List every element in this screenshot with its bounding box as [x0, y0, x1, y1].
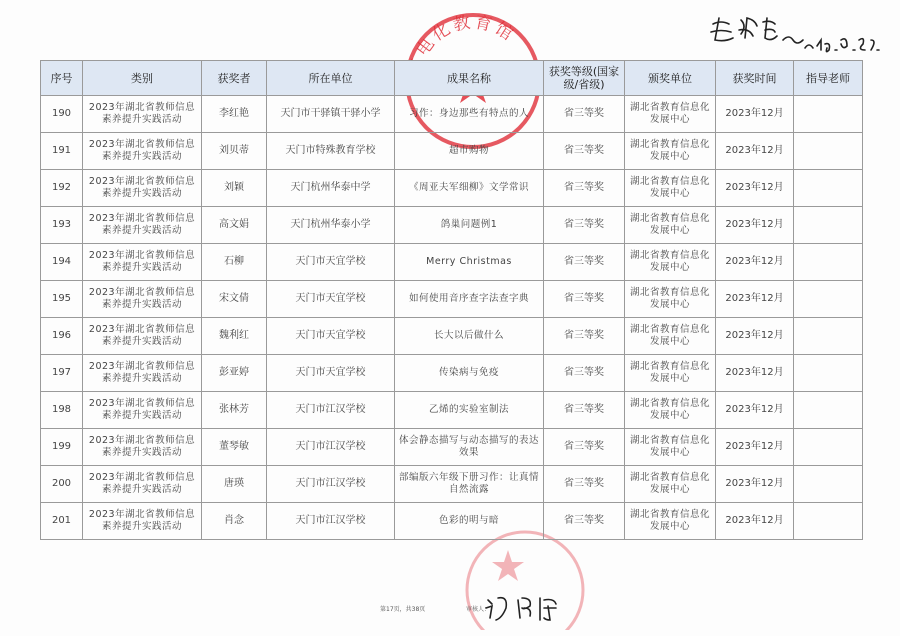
cell-issuer: 湖北省教育信息化发展中心: [625, 207, 716, 244]
cell-level: 省三等奖: [544, 466, 625, 503]
cell-winner: 彭亚婷: [202, 355, 267, 392]
cell-no: 190: [41, 96, 83, 133]
cell-unit: 天门市天宜学校: [267, 355, 395, 392]
cell-winner: 宋文倩: [202, 281, 267, 318]
cell-level: 省三等奖: [544, 133, 625, 170]
cell-advisor: [794, 96, 863, 133]
cell-advisor: [794, 281, 863, 318]
cell-issuer: 湖北省教育信息化发展中心: [625, 133, 716, 170]
header-issuer: 颁奖单位: [625, 61, 716, 96]
reviewer-label: 审核人：: [466, 606, 491, 613]
table-row: [41, 281, 863, 318]
cell-issuer: 湖北省教育信息化发展中心: [625, 281, 716, 318]
cell-advisor: [794, 133, 863, 170]
svg-text:市电化教育馆: 电化教育馆: [412, 12, 519, 61]
table-row: [41, 170, 863, 207]
table-row: [41, 133, 863, 170]
cell-issuer: 湖北省教育信息化发展中心: [625, 466, 716, 503]
cell-no: 195: [41, 281, 83, 318]
handwritten-signature-top: [705, 10, 895, 60]
cell-unit: 天门市天宜学校: [267, 281, 395, 318]
reviewer-signature: [482, 592, 572, 622]
cell-level: 省三等奖: [544, 318, 625, 355]
cell-issuer: 湖北省教育信息化发展中心: [625, 503, 716, 540]
cell-unit: 天门市江汉学校: [267, 466, 395, 503]
cell-advisor: [794, 392, 863, 429]
cell-time: 2023年12月: [716, 466, 794, 503]
cell-winner: 唐瑛: [202, 466, 267, 503]
cell-time: 2023年12月: [716, 133, 794, 170]
cell-time: 2023年12月: [716, 318, 794, 355]
cell-no: 201: [41, 503, 83, 540]
cell-advisor: [794, 355, 863, 392]
cell-title: 传染病与免疫: [395, 355, 544, 392]
header-title: 成果名称: [395, 61, 544, 96]
cell-winner: 肖念: [202, 503, 267, 540]
cell-unit: 天门杭州华泰小学: [267, 207, 395, 244]
cell-title: 如何使用音序查字法查字典: [395, 281, 544, 318]
table-row: [41, 96, 863, 133]
cell-no: 193: [41, 207, 83, 244]
cell-unit: 天门市特殊教育学校: [267, 133, 395, 170]
cell-issuer: 湖北省教育信息化发展中心: [625, 96, 716, 133]
cell-no: 200: [41, 466, 83, 503]
cell-category: 2023年湖北省教师信息素养提升实践活动: [83, 392, 202, 429]
page-number: 第17页，共38页: [380, 606, 426, 613]
cell-advisor: [794, 318, 863, 355]
cell-level: 省三等奖: [544, 244, 625, 281]
cell-advisor: [794, 466, 863, 503]
cell-no: 194: [41, 244, 83, 281]
cell-time: 2023年12月: [716, 281, 794, 318]
cell-no: 191: [41, 133, 83, 170]
header-time: 获奖时间: [716, 61, 794, 96]
cell-category: 2023年湖北省教师信息素养提升实践活动: [83, 466, 202, 503]
cell-title: 超市购物: [395, 133, 544, 170]
cell-category: 2023年湖北省教师信息素养提升实践活动: [83, 244, 202, 281]
cell-unit: 天门市天宜学校: [267, 318, 395, 355]
cell-winner: 董琴敏: [202, 429, 267, 466]
cell-issuer: 湖北省教育信息化发展中心: [625, 170, 716, 207]
table-row: [41, 318, 863, 355]
cell-winner: 刘贝蒂: [202, 133, 267, 170]
cell-winner: 刘颖: [202, 170, 267, 207]
header-winner: 获奖者: [202, 61, 267, 96]
cell-title: 《周亚夫军细柳》文学常识: [395, 170, 544, 207]
cell-title: 习作：身边那些有特点的人: [395, 96, 544, 133]
cell-issuer: 湖北省教育信息化发展中心: [625, 392, 716, 429]
cell-category: 2023年湖北省教师信息素养提升实践活动: [83, 429, 202, 466]
cell-winner: 高文娟: [202, 207, 267, 244]
cell-no: 196: [41, 318, 83, 355]
cell-no: 192: [41, 170, 83, 207]
cell-level: 省三等奖: [544, 281, 625, 318]
cell-time: 2023年12月: [716, 503, 794, 540]
cell-title: 长大以后做什么: [395, 318, 544, 355]
cell-time: 2023年12月: [716, 429, 794, 466]
cell-category: 2023年湖北省教师信息素养提升实践活动: [83, 355, 202, 392]
cell-no: 198: [41, 392, 83, 429]
cell-level: 省三等奖: [544, 207, 625, 244]
header-advisor: 指导老师: [794, 61, 863, 96]
cell-no: 197: [41, 355, 83, 392]
cell-time: 2023年12月: [716, 207, 794, 244]
cell-title: 乙烯的实验室制法: [395, 392, 544, 429]
cell-unit: 天门市江汉学校: [267, 503, 395, 540]
cell-advisor: [794, 429, 863, 466]
cell-category: 2023年湖北省教师信息素养提升实践活动: [83, 503, 202, 540]
table-row: [41, 355, 863, 392]
cell-category: 2023年湖北省教师信息素养提升实践活动: [83, 133, 202, 170]
table-row: [41, 207, 863, 244]
table-row: [41, 392, 863, 429]
cell-title: 色彩的明与暗: [395, 503, 544, 540]
awards-table: [40, 60, 863, 540]
cell-no: 199: [41, 429, 83, 466]
cell-category: 2023年湖北省教师信息素养提升实践活动: [83, 170, 202, 207]
cell-unit: 天门市天宜学校: [267, 244, 395, 281]
cell-category: 2023年湖北省教师信息素养提升实践活动: [83, 207, 202, 244]
table-row: [41, 244, 863, 281]
cell-advisor: [794, 503, 863, 540]
cell-level: 省三等奖: [544, 503, 625, 540]
header-category: 类别: [83, 61, 202, 96]
cell-winner: 李红艳: [202, 96, 267, 133]
cell-category: 2023年湖北省教师信息素养提升实践活动: [83, 281, 202, 318]
cell-unit: 天门市江汉学校: [267, 392, 395, 429]
cell-unit: 天门市干驿镇干驿小学: [267, 96, 395, 133]
cell-issuer: 湖北省教育信息化发展中心: [625, 355, 716, 392]
cell-time: 2023年12月: [716, 392, 794, 429]
table-row: [41, 466, 863, 503]
cell-advisor: [794, 207, 863, 244]
cell-category: 2023年湖北省教师信息素养提升实践活动: [83, 96, 202, 133]
cell-title: 部编版六年级下册习作：让真情自然流露: [395, 466, 544, 503]
cell-issuer: 湖北省教育信息化发展中心: [625, 244, 716, 281]
cell-level: 省三等奖: [544, 429, 625, 466]
cell-level: 省三等奖: [544, 96, 625, 133]
cell-level: 省三等奖: [544, 392, 625, 429]
cell-winner: 魏利红: [202, 318, 267, 355]
cell-issuer: 湖北省教育信息化发展中心: [625, 429, 716, 466]
cell-time: 2023年12月: [716, 170, 794, 207]
table-row: [41, 429, 863, 466]
cell-advisor: [794, 244, 863, 281]
cell-winner: 张林芳: [202, 392, 267, 429]
cell-category: 2023年湖北省教师信息素养提升实践活动: [83, 318, 202, 355]
header-level: 获奖等级(国家级/省级): [544, 61, 625, 96]
cell-unit: 天门杭州华泰中学: [267, 170, 395, 207]
cell-advisor: [794, 170, 863, 207]
header-unit: 所在单位: [267, 61, 395, 96]
cell-issuer: 湖北省教育信息化发展中心: [625, 318, 716, 355]
cell-title: Merry Christmas: [395, 244, 544, 281]
cell-time: 2023年12月: [716, 244, 794, 281]
cell-unit: 天门市江汉学校: [267, 429, 395, 466]
cell-winner: 石柳: [202, 244, 267, 281]
cell-title: 鸽巢问题例1: [395, 207, 544, 244]
cell-level: 省三等奖: [544, 355, 625, 392]
cell-level: 省三等奖: [544, 170, 625, 207]
table-header-row: [41, 61, 863, 96]
cell-time: 2023年12月: [716, 96, 794, 133]
table-row: [41, 503, 863, 540]
cell-time: 2023年12月: [716, 355, 794, 392]
cell-title: 体会静态描写与动态描写的表达效果: [395, 429, 544, 466]
header-no: 序号: [41, 61, 83, 96]
